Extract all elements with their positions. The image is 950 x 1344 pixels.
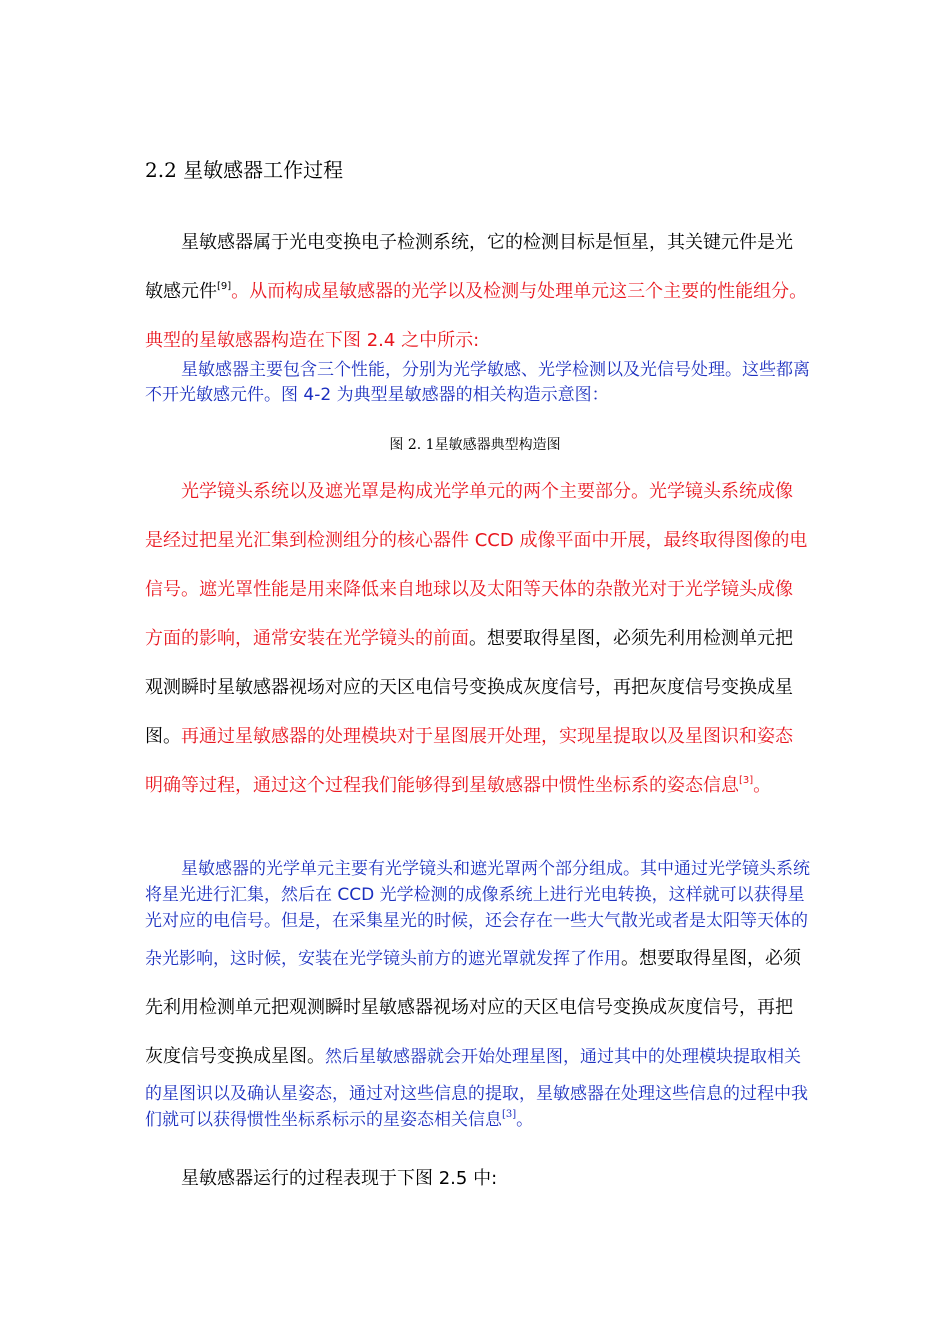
- p4-blue-text-1a: 星敏感器的光学单元主要有光学镜头和遮光罩两个部分组成。其中通过光学镜头系统将星光进行汇集，然后在: [145, 859, 810, 905]
- p4-ccd: CCD: [337, 885, 375, 905]
- p3-citation: [3]: [739, 775, 754, 786]
- p4-citation: [3]: [502, 1109, 517, 1120]
- paragraph-4: [145, 856, 810, 1133]
- p3-red-text-1: 光学镜头系统以及遮光罩是构成光学单元的两个主要部分。光学镜头系统成像是经过把星光汇集到检测组分的核心器件 CCD 成像平面中开展，最终取得图像的电信号。遮光罩性能是用来降低来自地球以及太阳等天体的杂散光对于光学镜头成像方面的影响，通常安装在光学镜头的前面: [145, 481, 808, 649]
- p3-red-text-2: 再通过星敏感器的处理模块对于星图展开处理，实现星提取以及星图识和姿态明确等过程，通过这个过程我们能够得到星敏感器中惯性坐标系的姿态信息: [145, 726, 793, 796]
- figure-caption: 图 2. 1星敏感器典型构造图: [389, 437, 561, 453]
- p1-red-text: 。从而构成星敏感器的光学以及检测与处理单元这三个主要的性能组分。典型的星敏感器构造在下图 2.4 之中所示:: [145, 281, 808, 351]
- paragraph-5: 星敏感器运行的过程表现于下图 2.5 中:: [181, 1168, 498, 1189]
- p3-black-text: 。想要取得星图，必须先利用检测单元把观测瞬时星敏感器视场对应的天区电信号变换成灰度信号，再把灰度信号变换成星图。: [145, 628, 793, 747]
- paragraph-3: [145, 467, 810, 810]
- p4-blue-text-1b: 光学检测的成像系统上进行光电转换，这样就可以获得星光对应的电信号。但是，在采集星光的时候，还会存在一些大气散光或者是太阳等天体的杂光影响，这时候，安装在光学镜头前方的遮光罩就发挥了作用: [145, 885, 808, 969]
- p2-figure-ref: 4-2: [303, 385, 332, 405]
- p4-black-text: 。想要取得星图，必须先利用检测单元把观测瞬时星敏感器视场对应的天区电信号变换成灰度信号，再把灰度信号变换成星图。: [145, 948, 801, 1067]
- p1-text: 星敏感器属于光电变换电子检测系统，它的检测目标是恒星，其关键元件是光敏感元件: [145, 232, 793, 302]
- p2-text-a: 星敏感器主要包含三个性能，分别为光学敏感、光学检测以及光信号处理。这些都离不开光敏感元件。图: [145, 360, 810, 405]
- p1-citation: [9]: [217, 281, 232, 292]
- p3-end: 。: [753, 775, 772, 796]
- p4-end: 。: [516, 1110, 534, 1130]
- p4-blue-text-2: 然后星敏感器就会开始处理星图，通过其中的处理模块提取相关的星图识以及确认星姿态，通过对这些信息的提取，星敏感器在处理这些信息的过程中我们就可以获得惯性坐标系标示的星姿态相关信息: [145, 1047, 808, 1130]
- section-heading: 2.2 星敏感器工作过程: [145, 158, 344, 182]
- paragraph-1: [145, 218, 810, 365]
- paragraph-2: [145, 358, 810, 408]
- p2-text-b: 为典型星敏感器的相关构造示意图：: [331, 385, 609, 405]
